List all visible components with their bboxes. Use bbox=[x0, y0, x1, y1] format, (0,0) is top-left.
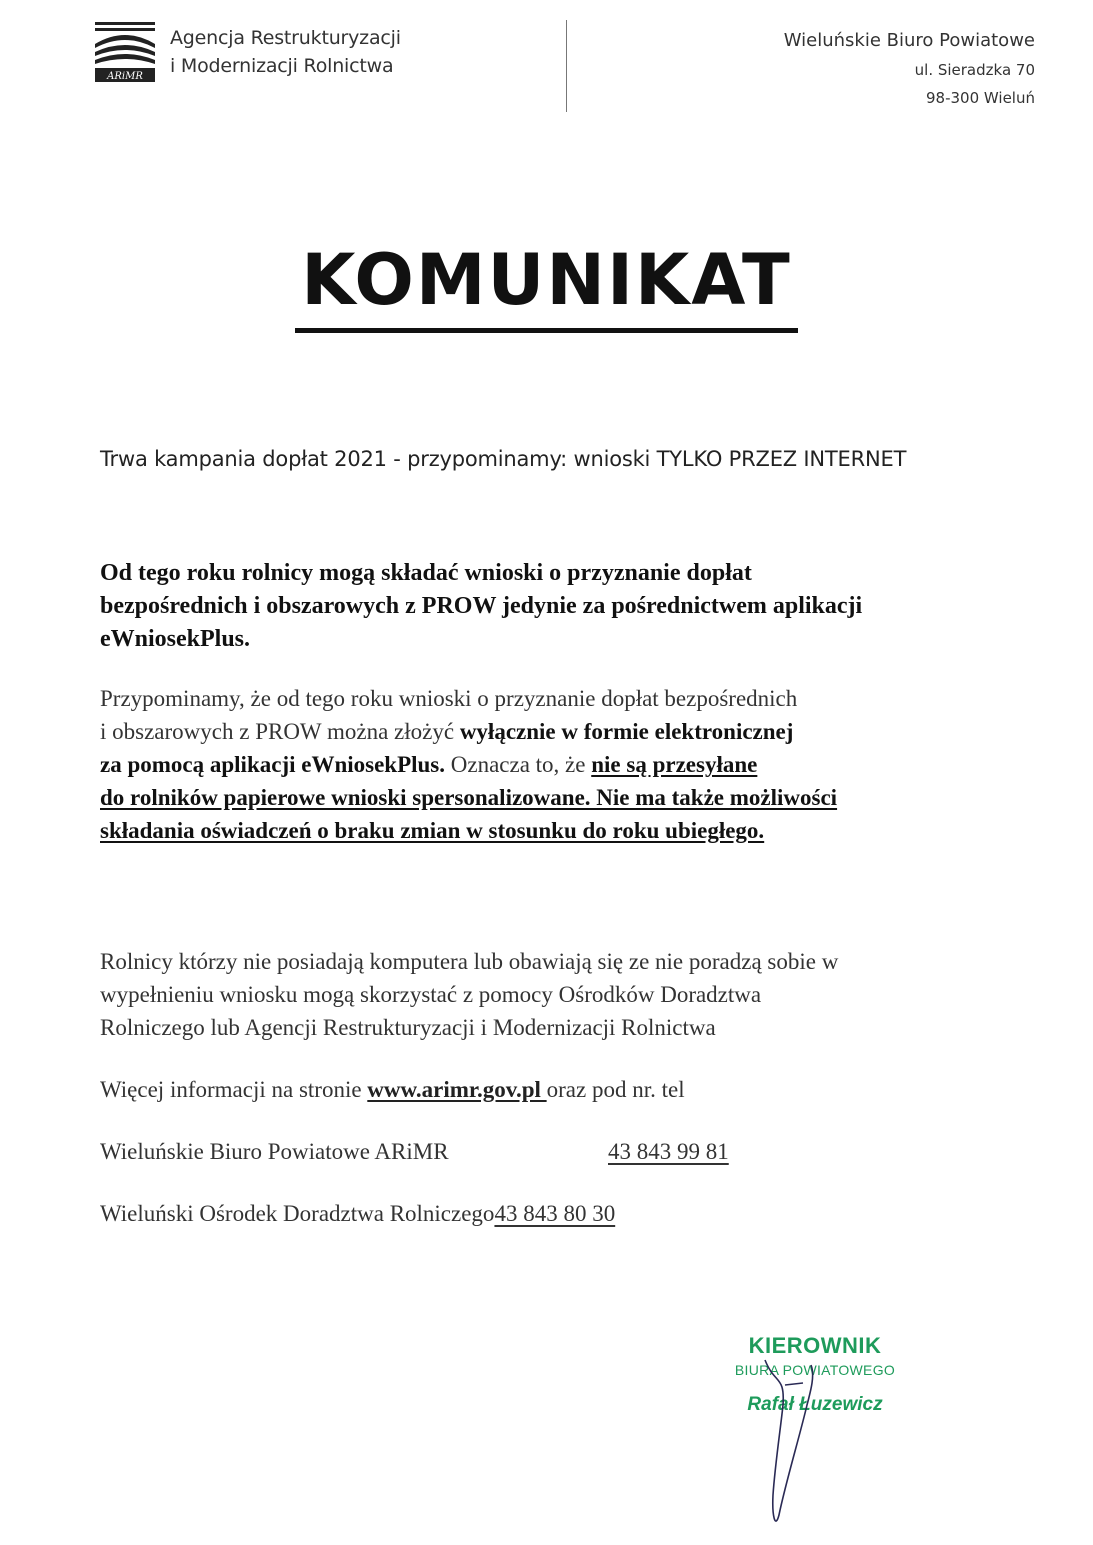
contact-name: Wieluńskie Biuro Powiatowe ARiMR bbox=[100, 1139, 449, 1164]
office-name: Wieluńskie Biuro Powiatowe bbox=[783, 30, 1035, 51]
arimr-logo bbox=[95, 18, 155, 82]
reminder-line5-text: składania oświadczeń o braku zmian w stosunku do roku ubiegłego. bbox=[100, 818, 765, 843]
contact-row bbox=[100, 1139, 729, 1165]
header-divider bbox=[566, 20, 567, 112]
reminder-line3-underlined: nie są przesyłane bbox=[591, 752, 758, 777]
reminder-line3 bbox=[100, 748, 1050, 781]
office-city: 98-300 Wieluń bbox=[926, 89, 1035, 107]
agency-name bbox=[170, 24, 401, 80]
contact-name: Wieluński Ośrodek Doradztwa Rolniczego bbox=[100, 1201, 495, 1226]
help-line3: Rolniczego lub Agencji Restrukturyzacji i Modernizacji Rolnictwa bbox=[100, 1015, 716, 1040]
more-info-suffix: oraz pod nr. tel bbox=[546, 1077, 685, 1102]
bold-paragraph bbox=[100, 557, 1050, 656]
stamp-subtitle: BIURA POWIATOWEGO bbox=[734, 1362, 896, 1378]
reminder-line1: Przypominamy, że od tego roku wnioski o przyznanie dopłat bezpośrednich bbox=[100, 686, 798, 711]
more-info-prefix: Więcej informacji na stronie bbox=[100, 1077, 368, 1102]
signature-icon bbox=[745, 1345, 865, 1535]
website-link[interactable]: www.arimr.gov.pl bbox=[367, 1077, 547, 1102]
contact-phone[interactable]: 43 843 80 30 bbox=[494, 1201, 616, 1226]
office-address bbox=[784, 26, 1035, 112]
page-title bbox=[0, 236, 1093, 333]
reminder-line2-plain: i obszarowych z PROW można złożyć bbox=[100, 719, 460, 744]
stamp-title: KIEROWNIK bbox=[748, 1333, 882, 1358]
contact-row bbox=[100, 1201, 615, 1227]
reminder-line3-plain: Oznacza to, że bbox=[445, 752, 592, 777]
agency-line1: Agencja Restrukturyzacji bbox=[170, 27, 401, 49]
reminder-line2 bbox=[100, 715, 1050, 748]
agency-line2: i Modernizacji Rolnictwa bbox=[170, 55, 394, 77]
title-text: KOMUNIKAT bbox=[295, 236, 797, 333]
reminder-line4-text: do rolników papierowe wnioski spersonalizowane. Nie ma także możliwości bbox=[100, 785, 838, 810]
reminder-line2-bold: wyłącznie w formie elektronicznej bbox=[459, 719, 794, 744]
help-line1: Rolnicy którzy nie posiadają komputera lub obawiają się ze nie poradzą sobie w bbox=[100, 949, 839, 974]
campaign-line: Trwa kampania dopłat 2021 - przypominamy: wnioski TYLKO PRZEZ INTERNET bbox=[100, 447, 907, 471]
reminder-line4 bbox=[100, 781, 1050, 814]
reminder-line3-bold: za pomocą aplikacji eWniosekPlus. bbox=[100, 752, 446, 777]
arimr-logo-icon bbox=[95, 18, 155, 82]
stamp-name: Rafał Łuzewicz bbox=[747, 1394, 883, 1415]
reminder-line5 bbox=[100, 814, 1050, 847]
svg-text:ARiMR: ARiMR bbox=[107, 71, 143, 82]
help-paragraph bbox=[100, 945, 1050, 1044]
help-line2: wypełnieniu wniosku mogą skorzystać z pomocy Ośrodków Doradztwa bbox=[100, 982, 762, 1007]
more-info-line bbox=[100, 1073, 1050, 1106]
reminder-paragraph bbox=[100, 682, 1050, 847]
office-street: ul. Sieradzka 70 bbox=[914, 61, 1035, 79]
bold-line3: eWniosekPlus. bbox=[100, 626, 251, 652]
signature bbox=[745, 1345, 865, 1535]
bold-line1: Od tego roku rolnicy mogą składać wnioski o przyznanie dopłat bbox=[100, 560, 752, 586]
contact-phone[interactable]: 43 843 99 81 bbox=[608, 1139, 729, 1164]
bold-line2: bezpośrednich i obszarowych z PROW jedynie za pośrednictwem aplikacji bbox=[100, 593, 863, 619]
